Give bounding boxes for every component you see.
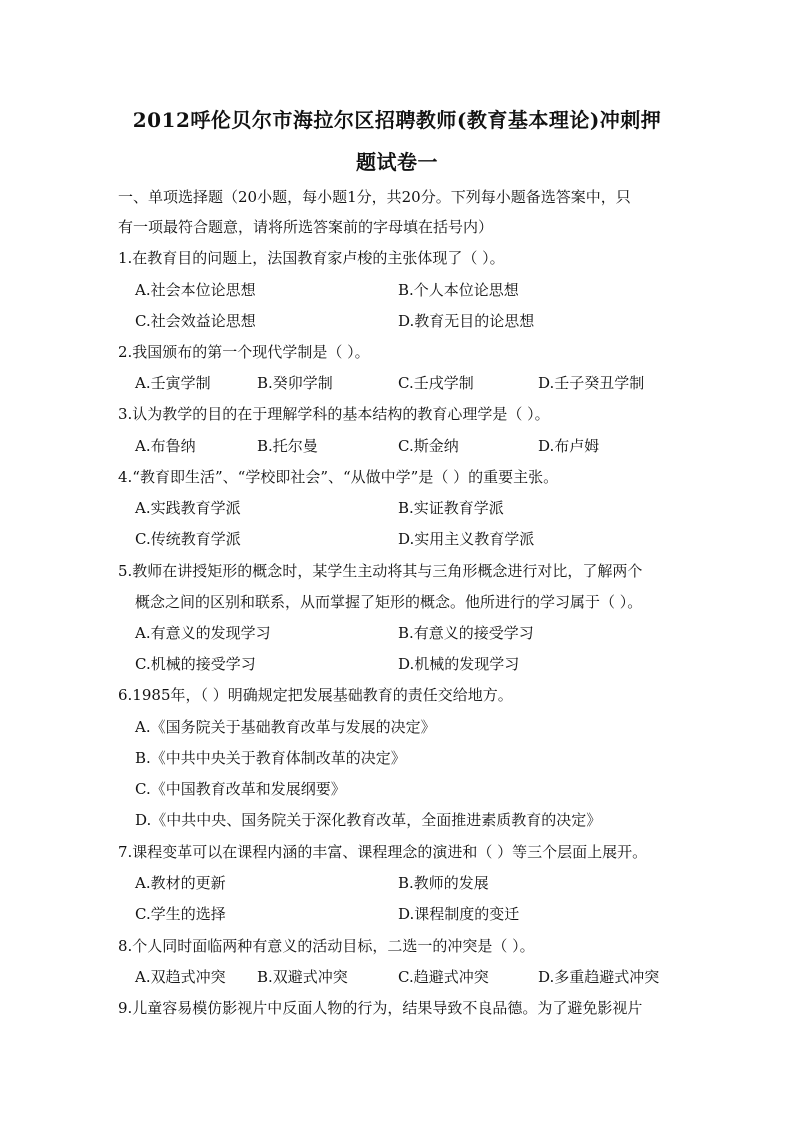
title-line-1: 2012呼伦贝尔市海拉尔区招聘教师(教育基本理论)冲刺押 (132, 108, 662, 132)
q8-option-c: C.趋避式冲突 (398, 968, 489, 986)
question-6: 6.1985年，（ ）明确规定把发展基础教育的责任交给地方。 (118, 686, 513, 704)
q6-option-c: C.《中国教育改革和发展纲要》 (135, 780, 346, 798)
q4-option-d: D.实用主义教育学派 (398, 530, 535, 548)
q1-option-c: C.社会效益论思想 (135, 312, 256, 330)
q1-option-a: A.社会本位论思想 (135, 281, 256, 299)
q6-option-a: A.《国务院关于基础教育改革与发展的决定》 (135, 718, 436, 736)
q3-option-d: D.布卢姆 (538, 437, 600, 455)
question-9: 9.儿童容易模仿影视片中反面人物的行为，结果导致不良品德。为了避免影视片 (118, 999, 643, 1017)
q5-option-d: D.机械的发现学习 (398, 655, 520, 673)
q3-option-b: B.托尔曼 (257, 437, 318, 455)
q1-option-b: B.个人本位论思想 (398, 281, 519, 299)
q5-option-a: A.有意义的发现学习 (135, 624, 271, 642)
q7-option-c: C.学生的选择 (135, 905, 226, 923)
question-5-line-2: 概念之间的区别和联系，从而掌握了矩形的概念。他所进行的学习属于（ ）。 (135, 593, 643, 611)
q4-option-b: B.实证教育学派 (398, 499, 504, 517)
q6-option-d: D.《中共中央、国务院关于深化教育改革，全面推进素质教育的决定》 (135, 811, 602, 829)
question-4: 4.“教育即生活”、“学校即社会”、“从做中学”是（ ）的重要主张。 (118, 468, 559, 486)
q8-option-a: A.双趋式冲突 (135, 968, 226, 986)
q5-option-b: B.有意义的接受学习 (398, 624, 534, 642)
q3-option-a: A.布鲁纳 (135, 437, 196, 455)
question-8: 8.个人同时面临两种有意义的活动目标，二选一的冲突是（ ）。 (118, 937, 535, 955)
q8-option-b: B.双避式冲突 (257, 968, 348, 986)
q5-option-c: C.机械的接受学习 (135, 655, 256, 673)
q2-option-a: A.壬寅学制 (135, 374, 211, 392)
q2-option-c: C.壬戌学制 (398, 374, 474, 392)
q7-option-a: A.教材的更新 (135, 874, 226, 892)
section-heading-line-1: 一、单项选择题（20小题，每小题1分，共20分。下列每小题备选答案中，只 (118, 188, 631, 206)
q8-option-d: D.多重趋避式冲突 (538, 968, 660, 986)
q2-option-b: B.癸卯学制 (257, 374, 333, 392)
question-1: 1.在教育目的问题上，法国教育家卢梭的主张体现了（ ）。 (118, 249, 505, 267)
q2-option-d: D.壬子癸丑学制 (538, 374, 645, 392)
q1-option-d: D.教育无目的论思想 (398, 312, 535, 330)
q6-option-b: B.《中共中央关于教育体制改革的决定》 (135, 749, 406, 767)
q4-option-a: A.实践教育学派 (135, 499, 241, 517)
question-2: 2.我国颁布的第一个现代学制是（ ）。 (118, 343, 370, 361)
q3-option-c: C.斯金纳 (398, 437, 459, 455)
question-3: 3.认为教学的目的在于理解学科的基本结构的教育心理学是（ ）。 (118, 405, 550, 423)
question-7: 7.课程变革可以在课程内涵的丰富、课程理念的演进和（ ）等三个层面上展开。 (118, 843, 648, 861)
q4-option-c: C.传统教育学派 (135, 530, 241, 548)
section-heading-line-2: 有一项最符合题意，请将所选答案前的字母填在括号内） (118, 218, 494, 236)
question-5-line-1: 5.教师在讲授矩形的概念时，某学生主动将其与三角形概念进行对比，了解两个 (118, 562, 643, 580)
title-line-2: 题试卷一 (356, 150, 438, 174)
q7-option-d: D.课程制度的变迁 (398, 905, 520, 923)
q7-option-b: B.教师的发展 (398, 874, 489, 892)
